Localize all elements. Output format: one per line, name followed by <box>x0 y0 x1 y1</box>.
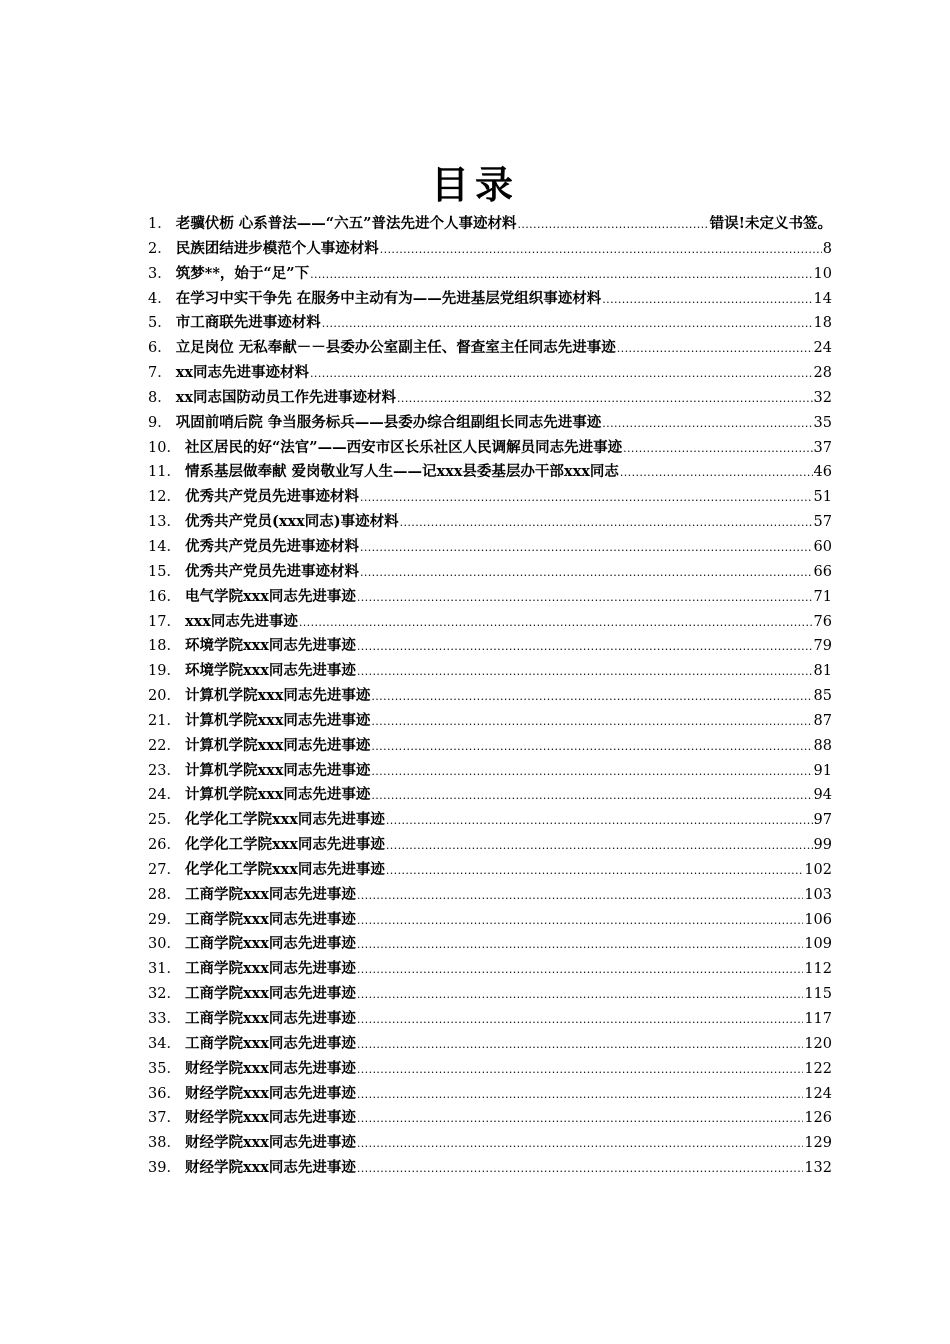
toc-entry-title: 计算机学院xxx同志先进事迹 <box>184 736 371 754</box>
toc-dot-leader <box>371 734 812 760</box>
toc-entry-page-number: 51 <box>813 489 832 506</box>
toc-dot-leader <box>357 957 803 983</box>
toc-entry-title: xx同志国防动员工作先进事迹材料 <box>175 388 397 406</box>
toc-dot-leader <box>357 1131 803 1157</box>
toc-entry[interactable] <box>148 287 832 312</box>
toc-dot-leader <box>380 237 822 263</box>
toc-entry-title: 优秀共产党员先进事迹材料 <box>184 537 359 555</box>
toc-dot-leader <box>371 684 812 710</box>
toc-entry[interactable] <box>148 783 832 808</box>
toc-entry-number: 38． <box>148 1135 181 1152</box>
toc-entry-page-number: 97 <box>813 812 832 829</box>
toc-dot-leader <box>357 1032 803 1058</box>
toc-dot-leader <box>360 485 813 511</box>
toc-entry[interactable] <box>148 858 832 883</box>
toc-entry-number: 12． <box>148 489 181 506</box>
toc-dot-leader <box>397 386 813 412</box>
toc-entry-title: 立足岗位 无私奉献－－县委办公室副主任、督查室主任同志先进事迹 <box>175 339 616 357</box>
toc-entry-page-number: 124 <box>804 1085 832 1102</box>
toc-dot-leader <box>386 833 813 859</box>
toc-entry-number: 33． <box>148 1011 181 1027</box>
toc-entry-page-number: 122 <box>804 1060 832 1077</box>
toc-dot-leader <box>400 510 813 536</box>
toc-entry-title: 计算机学院xxx同志先进事迹 <box>184 786 371 804</box>
toc-entry-page-number: 91 <box>813 762 832 779</box>
toc-entry-number: 25． <box>148 812 181 829</box>
toc-entry-page-number: 109 <box>804 936 832 953</box>
toc-dot-leader <box>623 436 812 462</box>
toc-entry-page-number: 81 <box>813 663 832 680</box>
toc-entry-title: 巩固前哨后院 争当服务标兵——县委办综合组副组长同志先进事迹 <box>175 413 602 431</box>
toc-entry-page-number: 112 <box>804 961 832 978</box>
toc-entry-number: 39． <box>148 1160 181 1177</box>
toc-dot-leader <box>357 1057 803 1083</box>
toc-dot-leader <box>357 1007 803 1033</box>
toc-entry[interactable] <box>148 560 832 585</box>
toc-entry[interactable] <box>148 932 832 957</box>
toc-entry[interactable] <box>148 336 832 361</box>
toc-entry-number: 7． <box>148 365 172 382</box>
toc-entry[interactable] <box>148 535 832 560</box>
toc-entry[interactable] <box>148 833 832 858</box>
toc-dot-leader <box>371 783 812 809</box>
toc-entry[interactable] <box>148 386 832 411</box>
toc-entry[interactable] <box>148 262 832 287</box>
toc-entry-title: 民族团结进步模范个人事迹材料 <box>175 239 379 257</box>
toc-dot-leader <box>360 535 813 561</box>
toc-entry[interactable] <box>148 212 832 237</box>
toc-entry[interactable] <box>148 1106 832 1131</box>
toc-entry-page-number: 106 <box>804 911 832 928</box>
toc-entry-page-number: 85 <box>813 688 832 705</box>
toc-entry[interactable] <box>148 411 832 436</box>
toc-title: 目录 <box>430 163 519 207</box>
toc-entry[interactable] <box>148 436 832 461</box>
toc-entry-title: 工商学院xxx同志先进事迹 <box>184 1010 356 1027</box>
toc-entry-number: 9． <box>148 414 172 431</box>
toc-entry-number: 30． <box>148 936 181 953</box>
toc-entry-title: 计算机学院xxx同志先进事迹 <box>184 761 371 779</box>
toc-entry-number: 26． <box>148 837 181 854</box>
toc-entry[interactable] <box>148 957 832 982</box>
toc-dot-leader <box>371 709 812 735</box>
toc-entry-number: 6． <box>148 340 172 357</box>
toc-entry-page-number: 57 <box>813 514 832 531</box>
toc-entry[interactable] <box>148 460 832 485</box>
toc-entry-page-number: 46 <box>813 464 832 481</box>
toc-entry-number: 2． <box>148 240 172 257</box>
toc-entry-title: 环境学院xxx同志先进事迹 <box>184 637 356 655</box>
toc-entry-page-number: 94 <box>813 787 832 804</box>
toc-dot-leader <box>357 634 813 660</box>
toc-entry-page-number: 120 <box>804 1035 832 1052</box>
toc-entry-title: 财经学院xxx同志先进事迹 <box>184 1084 356 1102</box>
toc-entry-number: 10． <box>148 439 181 456</box>
toc-entry-title: 社区居民的好“法官”——西安市区长乐社区人民调解员同志先进事迹 <box>184 438 623 456</box>
toc-entry-title: 环境学院xxx同志先进事迹 <box>184 662 356 680</box>
toc-entry-number: 17． <box>148 613 181 630</box>
toc-entry-title: 优秀共产党员先进事迹材料 <box>184 562 359 580</box>
toc-entry[interactable] <box>148 237 832 262</box>
toc-entry[interactable] <box>148 361 832 386</box>
toc-entry-title: 工商学院xxx同志先进事迹 <box>184 1034 356 1052</box>
toc-entry-number: 29． <box>148 911 181 928</box>
toc-entry[interactable] <box>148 659 832 684</box>
toc-entry-title: 计算机学院xxx同志先进事迹 <box>184 711 371 729</box>
toc-entry[interactable] <box>148 510 832 535</box>
toc-entry[interactable] <box>148 1131 832 1156</box>
toc-dot-leader <box>617 336 813 362</box>
toc-entry-page-number: 132 <box>804 1160 832 1177</box>
toc-entry-page-number: 71 <box>813 588 832 605</box>
toc-entry-number: 16． <box>148 588 181 605</box>
toc-entry-page-number: 24 <box>813 340 832 357</box>
toc-entry-title: 化学化工学院xxx同志先进事迹 <box>184 811 385 829</box>
toc-entry-title: 电气学院xxx同志先进事迹 <box>184 587 356 605</box>
toc-entry-page-number: 10 <box>813 265 832 282</box>
toc-entry-title: 工商学院xxx同志先进事迹 <box>184 985 356 1003</box>
toc-dot-leader <box>299 610 813 636</box>
toc-dot-leader <box>357 1156 803 1182</box>
toc-entry-number: 23． <box>148 762 181 779</box>
toc-entry-title: 优秀共产党员(xxx同志)事迹材料 <box>184 513 399 531</box>
toc-entry-number: 27． <box>148 861 181 878</box>
toc-entry[interactable] <box>148 311 832 336</box>
toc-entry-page-number: 66 <box>813 563 832 580</box>
toc-entry-page-number: 76 <box>813 613 832 630</box>
toc-entry[interactable] <box>148 808 832 833</box>
toc-entry-number: 21． <box>148 712 181 729</box>
toc-list <box>148 212 832 1181</box>
toc-entry[interactable] <box>148 982 832 1007</box>
toc-entry[interactable] <box>148 759 832 784</box>
toc-entry[interactable] <box>148 610 832 635</box>
toc-entry[interactable] <box>148 1032 832 1057</box>
toc-entry-number: 20． <box>148 688 181 705</box>
toc-entry-number: 15． <box>148 563 181 580</box>
toc-entry-page-number: 103 <box>804 886 832 903</box>
toc-entry-number: 8． <box>148 389 172 406</box>
toc-dot-leader <box>360 560 813 586</box>
toc-entry-title: 工商学院xxx同志先进事迹 <box>184 960 356 978</box>
toc-entry-number: 32． <box>148 986 181 1003</box>
toc-entry-number: 22． <box>148 737 181 754</box>
toc-entry-title: 财经学院xxx同志先进事迹 <box>184 1134 356 1152</box>
toc-entry[interactable] <box>148 883 832 908</box>
toc-dot-leader <box>357 932 803 958</box>
toc-entry-title: 工商学院xxx同志先进事迹 <box>184 910 356 928</box>
toc-entry[interactable] <box>148 585 832 610</box>
toc-entry[interactable] <box>148 908 832 933</box>
toc-entry-number: 34． <box>148 1035 181 1052</box>
toc-entry-page-number: 115 <box>804 986 832 1003</box>
toc-entry-page-number: 88 <box>813 737 832 754</box>
toc-entry-page-number: 28 <box>813 365 832 382</box>
toc-entry-number: 36． <box>148 1085 181 1102</box>
toc-entry-title: 工商学院xxx同志先进事迹 <box>184 885 356 903</box>
toc-entry-number: 37． <box>148 1110 181 1127</box>
toc-entry-title: 市工商联先进事迹材料 <box>175 314 321 332</box>
toc-entry-number: 28． <box>148 886 181 903</box>
toc-entry-page-number: 60 <box>813 538 832 555</box>
toc-dot-leader <box>322 311 813 337</box>
toc-entry-title: 工商学院xxx同志先进事迹 <box>184 935 356 953</box>
toc-entry[interactable] <box>148 1007 832 1032</box>
toc-entry-page-number: 32 <box>813 389 832 406</box>
toc-entry-page-number: 14 <box>813 290 832 307</box>
toc-entry-number: 31． <box>148 961 181 978</box>
toc-entry-title: 优秀共产党员先进事迹材料 <box>184 488 359 506</box>
toc-entry-number: 3． <box>148 265 172 282</box>
toc-dot-leader <box>310 361 813 387</box>
toc-entry-page-number: 87 <box>813 712 832 729</box>
toc-entry[interactable] <box>148 734 832 759</box>
toc-dot-leader <box>310 262 812 288</box>
toc-entry-number: 11． <box>148 464 181 481</box>
toc-entry-page-number: 错误!未定义书签。 <box>709 215 832 232</box>
toc-entry-number: 13． <box>148 514 181 531</box>
toc-entry-page-number: 126 <box>804 1110 832 1127</box>
toc-entry-number: 35． <box>148 1060 181 1077</box>
toc-dot-leader <box>620 460 813 486</box>
toc-entry-title: xxx同志先进事迹 <box>184 612 298 630</box>
toc-entry-page-number: 18 <box>813 315 832 332</box>
toc-dot-leader <box>357 883 803 909</box>
toc-entry-page-number: 35 <box>813 414 832 431</box>
toc-entry[interactable] <box>148 1082 832 1107</box>
toc-entry[interactable] <box>148 634 832 659</box>
toc-entry-number: 1． <box>148 216 172 232</box>
toc-entry-title: 财经学院xxx同志先进事迹 <box>184 1159 356 1177</box>
toc-entry[interactable] <box>148 684 832 709</box>
toc-entry-number: 5． <box>148 315 172 332</box>
toc-entry-page-number: 102 <box>804 861 832 878</box>
toc-dot-leader <box>357 585 813 611</box>
toc-dot-leader <box>386 808 813 834</box>
toc-entry-number: 19． <box>148 663 181 680</box>
toc-dot-leader <box>371 759 812 785</box>
toc-entry-title: 老骥伏枥 心系普法——“六五”普法先进个人事迹材料 <box>175 215 517 232</box>
toc-entry-page-number: 79 <box>813 638 832 655</box>
toc-entry-number: 18． <box>148 638 181 655</box>
toc-entry-title: 计算机学院xxx同志先进事迹 <box>184 687 371 705</box>
toc-entry-page-number: 99 <box>813 837 832 854</box>
toc-entry-number: 24． <box>148 787 181 804</box>
toc-dot-leader <box>602 287 812 313</box>
toc-dot-leader <box>357 1082 803 1108</box>
toc-entry-number: 14． <box>148 538 181 555</box>
toc-entry[interactable] <box>148 709 832 734</box>
toc-entry-number: 4． <box>148 290 172 307</box>
toc-entry-title: 财经学院xxx同志先进事迹 <box>184 1109 356 1127</box>
toc-entry-page-number: 8 <box>822 240 832 257</box>
toc-entry-page-number: 37 <box>813 439 832 456</box>
toc-dot-leader <box>357 982 803 1008</box>
toc-entry[interactable] <box>148 1057 832 1082</box>
toc-entry-title: 在学习中实干争先 在服务中主动有为——先进基层党组织事迹材料 <box>175 289 602 307</box>
toc-entry-page-number: 129 <box>804 1135 832 1152</box>
toc-dot-leader <box>357 908 803 934</box>
toc-entry[interactable] <box>148 485 832 510</box>
toc-entry-title: xx同志先进事迹材料 <box>175 364 310 382</box>
toc-dot-leader <box>517 212 708 238</box>
toc-entry-title: 化学化工学院xxx同志先进事迹 <box>184 836 385 854</box>
toc-entry[interactable] <box>148 1156 832 1181</box>
toc-entry-page-number: 117 <box>804 1011 832 1027</box>
toc-dot-leader <box>357 1106 803 1132</box>
toc-entry-title: 筑梦**，始于“足”下 <box>175 264 310 282</box>
toc-dot-leader <box>602 411 812 437</box>
toc-dot-leader <box>386 858 803 884</box>
toc-entry-title: 情系基层做奉献 爱岗敬业写人生——记xxx县委基层办干部xxx同志 <box>184 463 619 481</box>
toc-entry-title: 化学化工学院xxx同志先进事迹 <box>184 860 385 878</box>
toc-entry-title: 财经学院xxx同志先进事迹 <box>184 1059 356 1077</box>
toc-dot-leader <box>357 659 813 685</box>
